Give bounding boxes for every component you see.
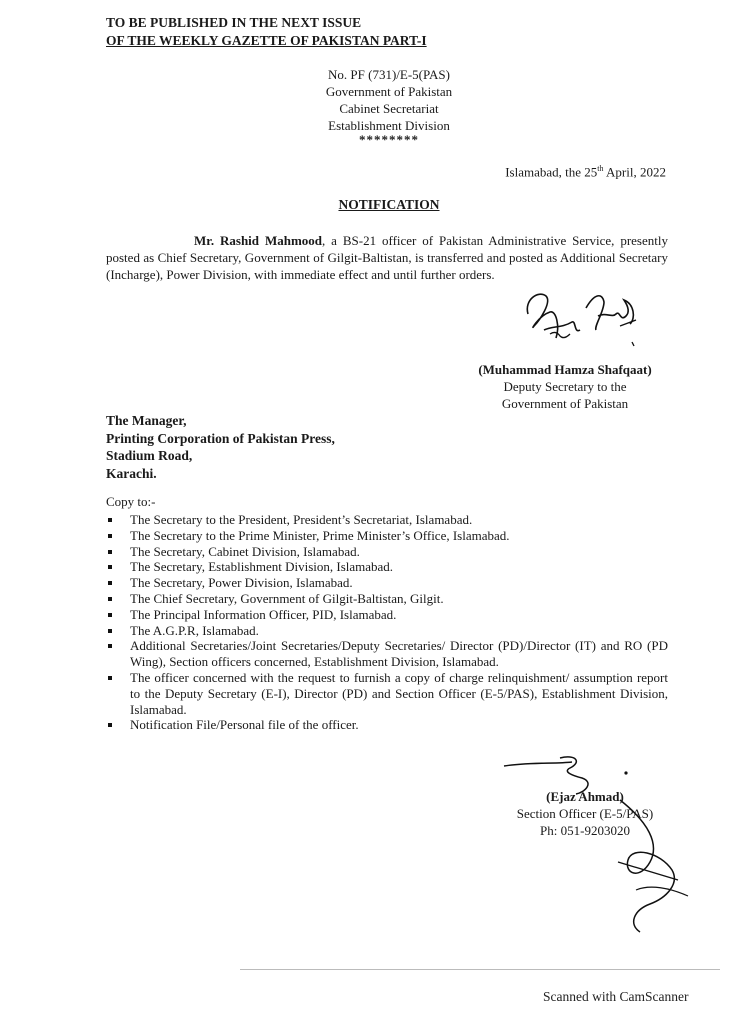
signatory-1 bbox=[460, 361, 670, 412]
copy-to-label: Copy to:- bbox=[106, 494, 156, 509]
signatory-1-title2: Government of Pakistan bbox=[501, 396, 629, 411]
signatory-1-title1: Deputy Secretary to the bbox=[503, 379, 627, 394]
officer-name: Mr. Rashid Mahmood bbox=[194, 233, 322, 248]
address-line2: Printing Corporation of Pakistan Press, bbox=[106, 430, 335, 446]
reference-stars: ******** bbox=[359, 132, 419, 147]
scanner-watermark: Scanned with CamScanner bbox=[543, 989, 689, 1004]
list-item: The Principal Information Officer, PID, Islamabad. bbox=[106, 607, 668, 623]
notification-body bbox=[106, 232, 668, 283]
date-prefix: Islamabad, the 25 bbox=[505, 164, 598, 180]
date-line bbox=[505, 164, 666, 180]
list-item: Additional Secretaries/Joint Secretaries/Deputy Secretaries/ Director (PD)/Director (IT) and RO (PD Wing), Section officers concerned, Establishment Division, Islamabad. bbox=[106, 638, 668, 670]
list-item: Notification File/Personal file of the officer. bbox=[106, 717, 668, 733]
copy-to-list bbox=[106, 512, 668, 733]
signatory-2-name: (Ejaz Ahmad) bbox=[546, 789, 624, 804]
reference-division: Establishment Division bbox=[328, 118, 450, 133]
address-line4: Karachi. bbox=[106, 465, 157, 481]
list-item: The Secretary, Cabinet Division, Islamabad. bbox=[106, 544, 668, 560]
gazette-header bbox=[106, 14, 427, 50]
signatory-2-title: Section Officer (E-5/PAS) bbox=[516, 806, 654, 821]
recipient-address bbox=[106, 412, 335, 482]
reference-number: No. PF (731)/E-5(PAS) bbox=[328, 67, 450, 82]
signature-drawing-1 bbox=[516, 286, 646, 358]
signatory-2 bbox=[500, 788, 670, 839]
list-item: The Secretary, Establishment Division, Islamabad. bbox=[106, 559, 668, 575]
address-line1: The Manager, bbox=[106, 413, 187, 428]
page-bottom-divider bbox=[240, 969, 720, 970]
list-item: The A.G.P.R, Islamabad. bbox=[106, 623, 668, 639]
date-rest: April, 2022 bbox=[603, 164, 666, 180]
notification-text: , a BS-21 officer of Pakistan Administrative Service, presently posted as Chief Secretary, Government of Gilgit-Baltistan, is transferred and posted as Additional Secretary (Incharge), Power Division, with immediate effect and until further orders. bbox=[106, 233, 668, 282]
list-item: The Secretary, Power Division, Islamabad. bbox=[106, 575, 668, 591]
list-item: The Chief Secretary, Government of Gilgit-Baltistan, Gilgit. bbox=[106, 591, 668, 607]
date-suffix: th bbox=[597, 164, 604, 173]
signatory-2-phone: Ph: 051-9203020 bbox=[540, 823, 630, 838]
reference-secretariat: Cabinet Secretariat bbox=[339, 101, 439, 116]
reference-government: Government of Pakistan bbox=[325, 84, 453, 99]
gazette-header-line1: TO BE PUBLISHED IN THE NEXT ISSUE bbox=[106, 15, 362, 30]
list-item: The Secretary to the President, President’s Secretariat, Islamabad. bbox=[106, 512, 668, 528]
signature-drawing-2 bbox=[500, 752, 700, 952]
list-item: The officer concerned with the request to furnish a copy of charge relinquishment/ assumption report to the Deputy Secretary (E-I), Director (PD) and Section Officer (E-5/PAS), Establishment Division, Islamabad. bbox=[106, 670, 668, 717]
gazette-header-line2: OF THE WEEKLY GAZETTE OF PAKISTAN PART-I bbox=[106, 33, 427, 48]
reference-block bbox=[316, 66, 462, 146]
notification-title: NOTIFICATION bbox=[338, 197, 440, 212]
address-line3: Stadium Road, bbox=[106, 448, 193, 463]
list-item: The Secretary to the Prime Minister, Prime Minister’s Office, Islamabad. bbox=[106, 528, 668, 544]
signatory-1-name: (Muhammad Hamza Shafqaat) bbox=[478, 362, 652, 377]
